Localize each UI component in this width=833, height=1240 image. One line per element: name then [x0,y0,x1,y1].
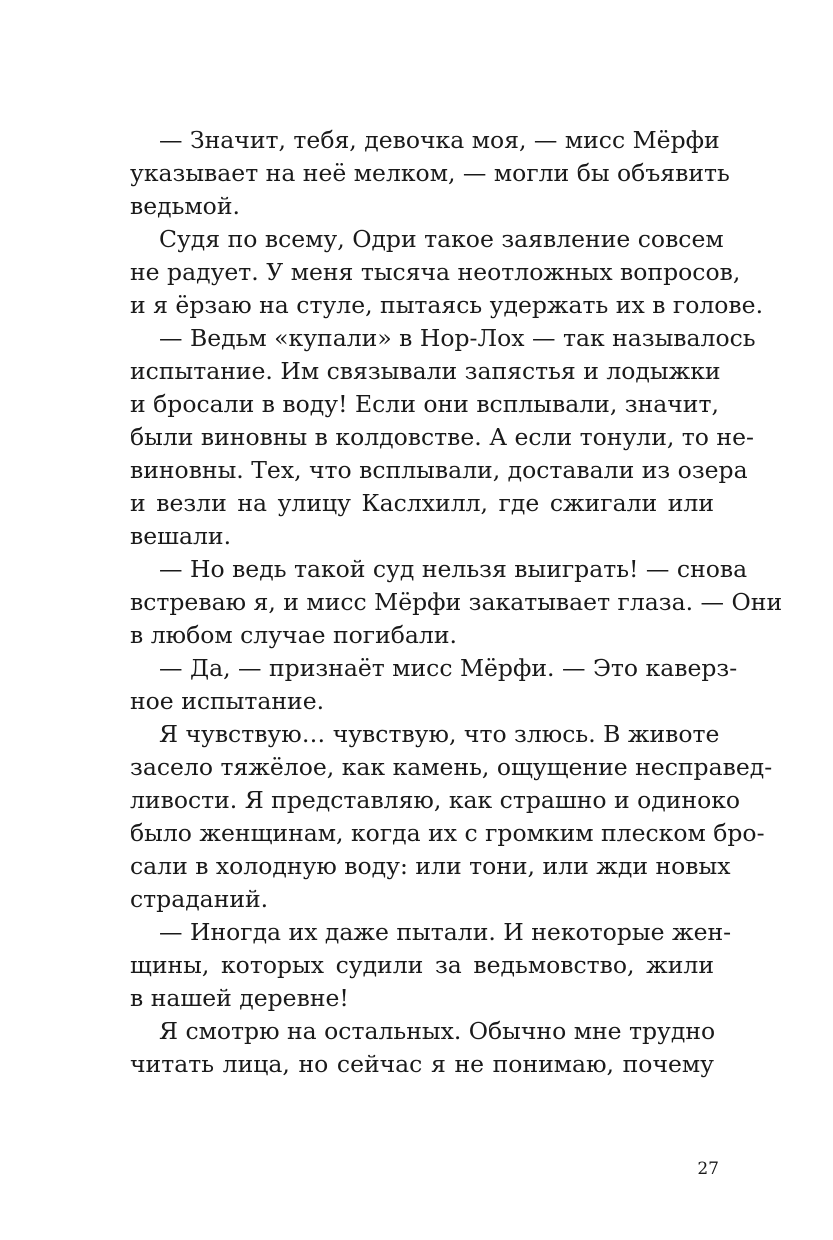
text-line: страданий. [130,885,269,913]
text-line: в нашей деревне! [130,984,349,1012]
text-line: сали в холодную воду: или тони, или жди новых [130,852,731,880]
text-line: ливости. Я представляю, как страшно и одиноко [130,786,741,814]
text-line: Я смотрю на остальных. Обычно мне трудно [159,1017,716,1045]
text-line: и везли на улицу Каслхилл, где сжигали или [130,489,714,517]
text-line: и я ёрзаю на стуле, пытаясь удержать их в голове. [130,291,764,319]
paragraph [130,322,756,553]
paragraph [130,223,764,322]
text-line: щины, которых судили за ведьмовство, жили [130,951,714,979]
paragraph [130,652,738,718]
text-line: — Но ведь такой суд нельзя выиграть! — снова [159,555,748,583]
paragraph [130,916,732,1015]
paragraph [130,124,730,223]
text-line: ное испытание. [130,687,325,715]
text-line: было женщинам, когда их с громким плеском бро- [130,819,765,847]
paragraph [130,553,783,652]
text-line: Я чувствую… чувствую, что злюсь. В животе [159,720,720,748]
text-line: засело тяжёлое, как камень, ощущение несправед- [130,753,773,781]
text-line: — Ведьм «купали» в Нор-Лох — так называлось [159,324,756,352]
text-line: не радует. У меня тысяча неотложных вопросов, [130,258,741,286]
text-line: и бросали в воду! Если они всплывали, значит, [130,390,719,418]
text-line: — Значит, тебя, девочка моя, — мисс Мёрфи [159,126,720,154]
text-line: встреваю я, и мисс Мёрфи закатывает глаза. — Они [130,588,783,616]
text-line: в любом случае погибали. [130,621,457,649]
text-line: указывает на неё мелком, — могли бы объявить [130,159,730,187]
text-line: вешали. [130,522,232,550]
text-line: испытание. Им связывали запястья и лодыжки [130,357,721,385]
text-line: — Иногда их даже пытали. И некоторые жен- [159,918,732,946]
text-line: Судя по всему, Одри такое заявление совсем [159,225,724,253]
body-text [130,124,783,1081]
text-line: читать лица, но сейчас я не понимаю, почему [130,1050,714,1078]
paragraph [130,1015,714,1081]
text-line: были виновны в колдовстве. А если тонули, то не- [130,423,754,451]
text-line: — Да, — признаёт мисс Мёрфи. — Это каверз- [159,654,738,682]
text-line: ведьмой. [130,192,240,220]
paragraph [130,718,773,916]
page-number: 27 [697,1159,719,1179]
text-line: виновны. Тех, что всплывали, доставали из озера [130,456,748,484]
